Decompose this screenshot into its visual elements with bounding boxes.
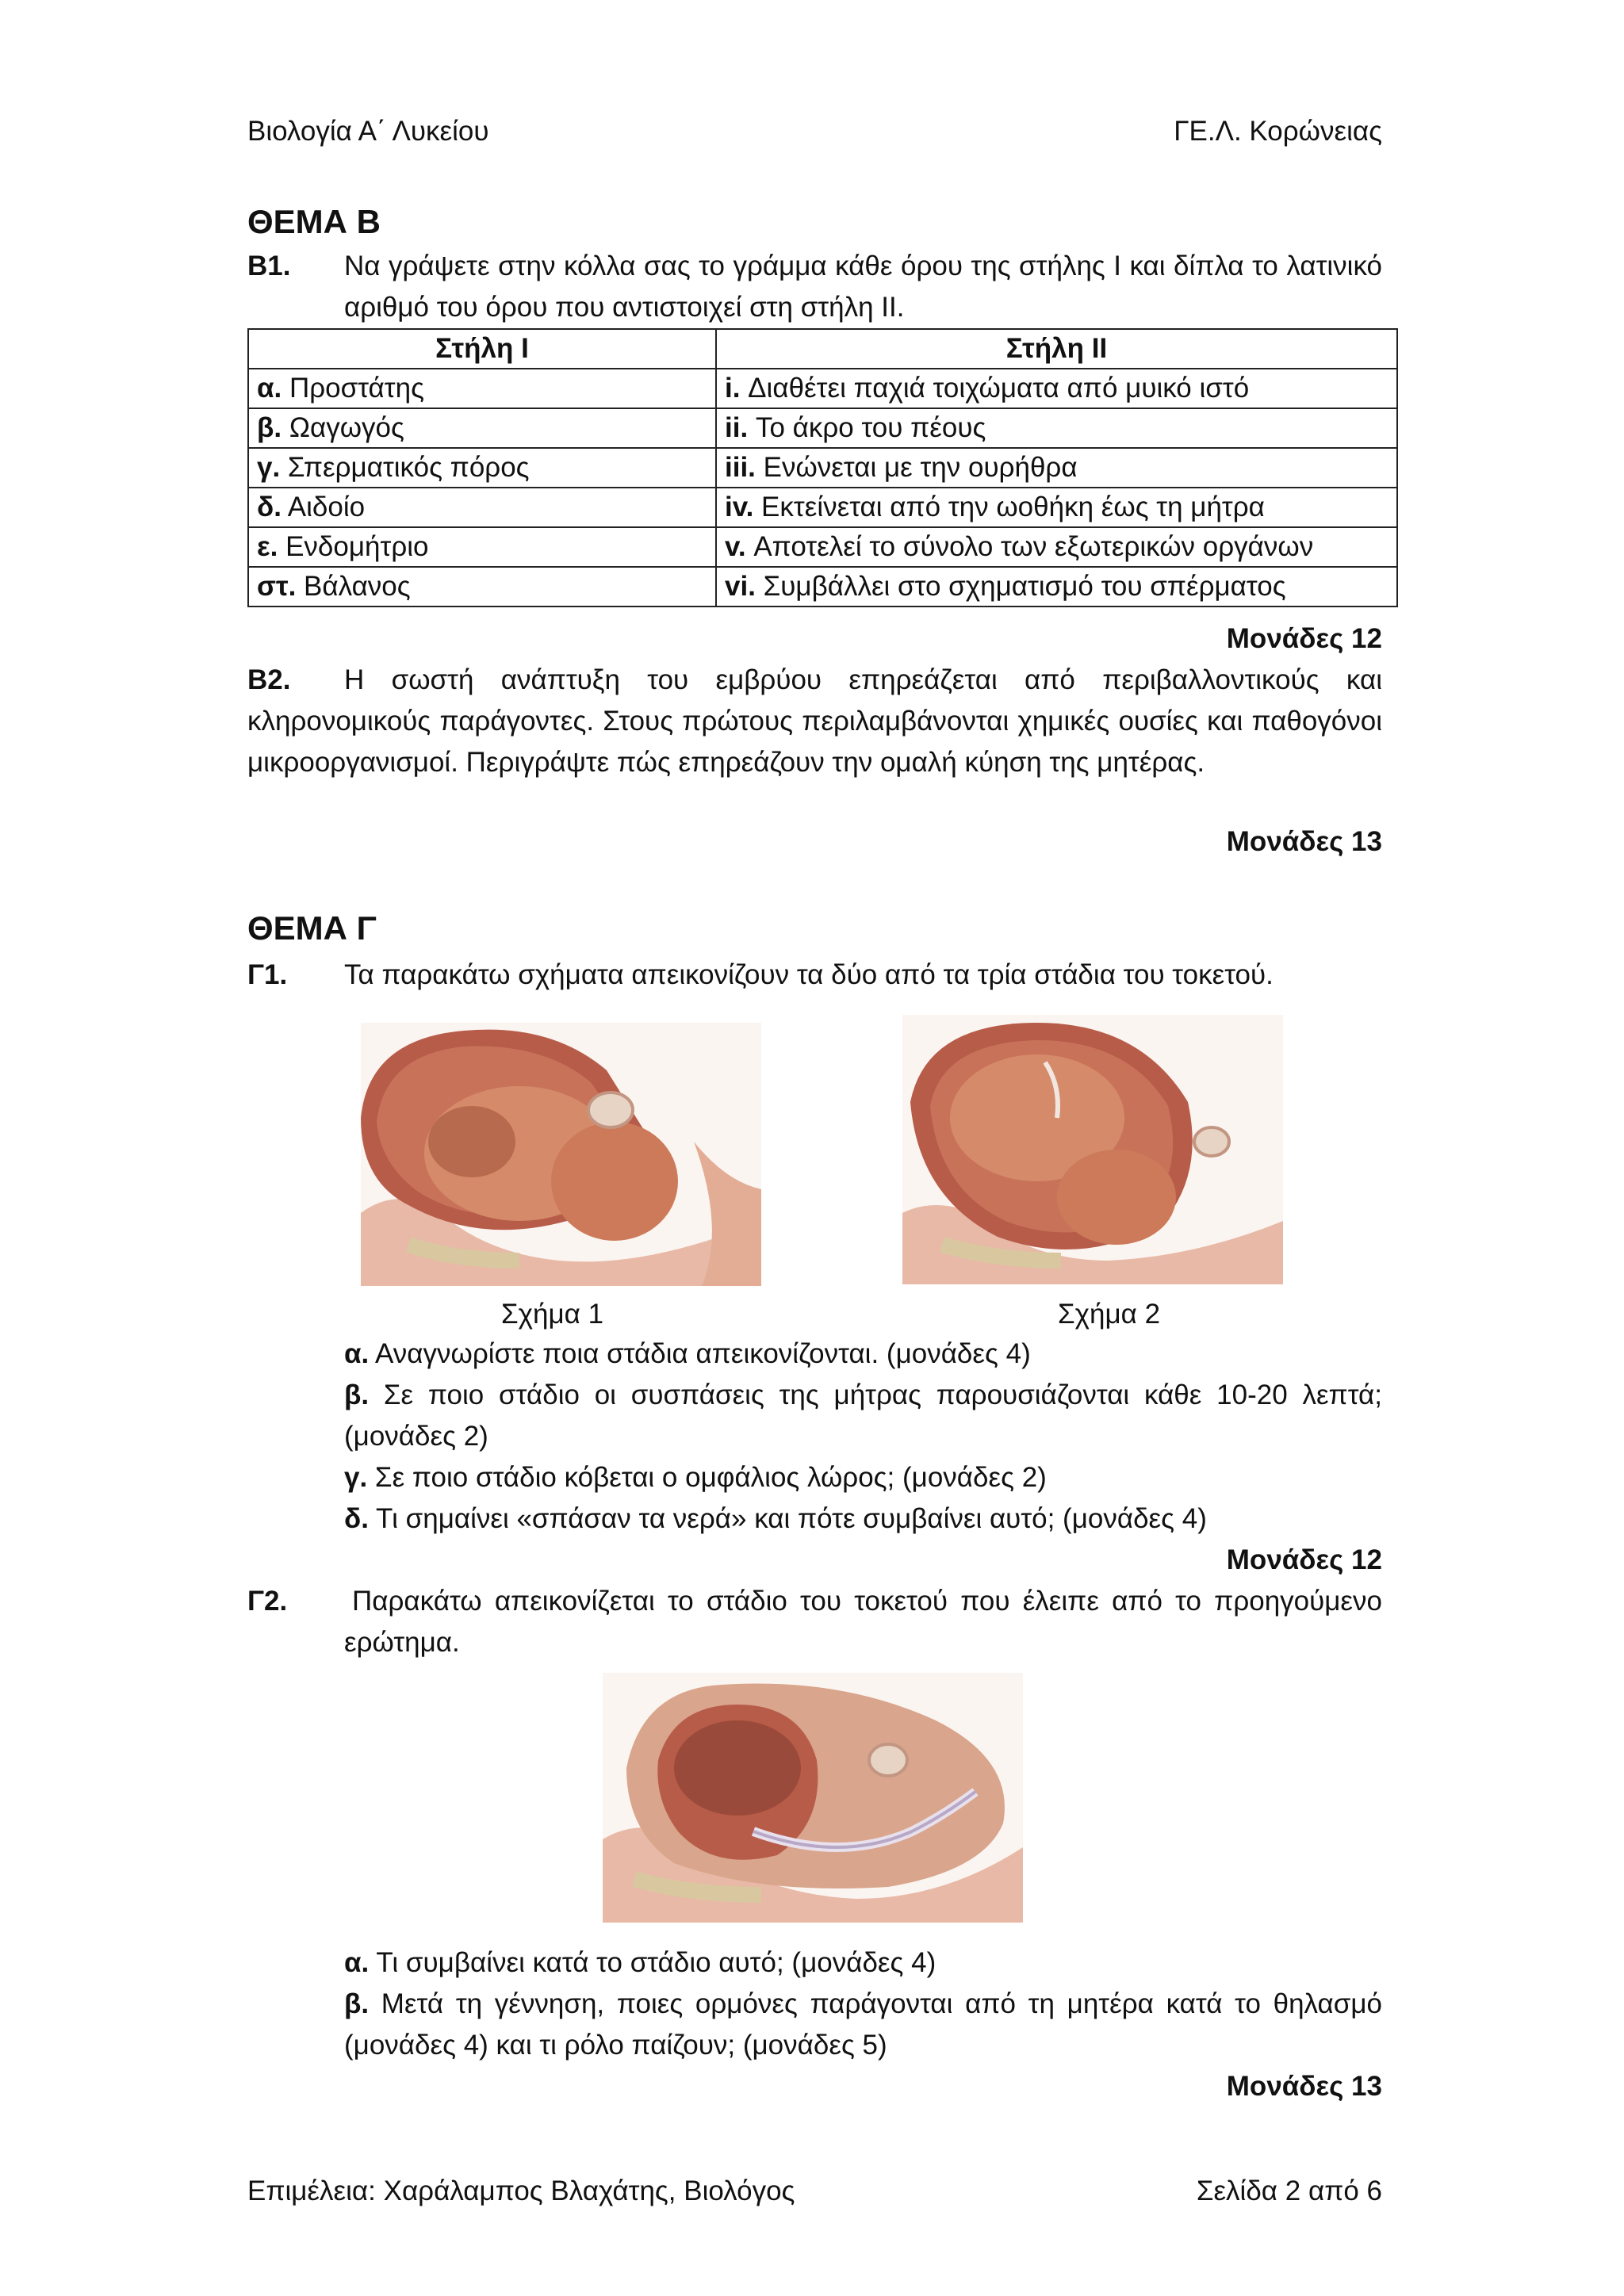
question-g1-text: Τα παρακάτω σχήματα απεικονίζουν τα δύο από τα τρία στάδια του τοκετού.	[344, 959, 1274, 990]
column-1-cell: β. Ωαγωγός	[248, 408, 716, 448]
question-b2-number: Β2.	[247, 664, 291, 695]
table-row	[248, 448, 1397, 488]
column-2-cell: vi. Συμβάλλει στο σχηματισμό του σπέρματος	[716, 567, 1397, 607]
b2-marks: Μονάδες 13	[1226, 826, 1382, 857]
column-2-header: Στήλη ΙΙ	[716, 329, 1397, 369]
question-g1-d: δ. Τι σημαίνει «σπάσαν τα νερά» και πότε συμβαίνει αυτό; (μονάδες 4)	[344, 1503, 1207, 1534]
column-2-cell: iv. Εκτείνεται από την ωοθήκη έως τη μήτρα	[716, 488, 1397, 527]
header-subject: Βιολογία Α΄ Λυκείου	[247, 116, 489, 147]
question-g2-b: β. Μετά τη γέννηση, ποιες ορμόνες παράγονται από τη μητέρα κατά το θηλασμό (μονάδες 4) και τι ρόλο παίζουν; (μονάδες 5)	[344, 1988, 1382, 2061]
table-row	[248, 408, 1397, 448]
question-g2-a: α. Τι συμβαίνει κατά το στάδιο αυτό; (μονάδες 4)	[344, 1947, 936, 1978]
question-b1-number: Β1.	[247, 251, 291, 281]
column-2-cell: i. Διαθέτει παχιά τοιχώματα από μυικό ιστό	[716, 369, 1397, 408]
footer-author: Επιμέλεια: Χαράλαμπος Βλαχάτης, Βιολόγος	[247, 2175, 795, 2206]
figure-2-caption: Σχήμα 2	[1058, 1299, 1161, 1330]
question-g2-number: Γ2.	[247, 1586, 288, 1617]
column-2-cell: ii. Το άκρο του πέους	[716, 408, 1397, 448]
column-1-header: Στήλη Ι	[248, 329, 716, 369]
column-2-cell: v. Αποτελεί το σύνολο των εξωτερικών οργάνων	[716, 527, 1397, 567]
column-1-cell: α. Προστάτης	[248, 369, 716, 408]
question-g1-a: α. Αναγνωρίστε ποια στάδια απεικονίζονται. (μονάδες 4)	[344, 1338, 1031, 1369]
table-header-row	[248, 329, 1397, 369]
header-school: ΓΕ.Λ. Κορώνειας	[1174, 116, 1382, 147]
column-2-cell: iii. Ενώνεται με την ουρήθρα	[716, 448, 1397, 488]
table-row	[248, 567, 1397, 607]
figure-1-caption: Σχήμα 1	[501, 1299, 604, 1330]
footer-page-number: Σελίδα 2 από 6	[1196, 2175, 1382, 2206]
figure-2-illustration	[902, 1015, 1283, 1284]
table-row	[248, 488, 1397, 527]
theme-b-title: ΘΕΜΑ Β	[247, 203, 381, 240]
column-1-cell: στ. Βάλανος	[248, 567, 716, 607]
g2-marks: Μονάδες 13	[1226, 2071, 1382, 2102]
column-1-cell: ε. Ενδομήτριο	[248, 527, 716, 567]
question-g1-b: β. Σε ποιο στάδιο οι συσπάσεις της μήτρας παρουσιάζονται κάθε 10-20 λεπτά; (μονάδες 2)	[344, 1380, 1382, 1452]
question-g1-number: Γ1.	[247, 959, 288, 990]
column-1-cell: δ. Αιδοίο	[248, 488, 716, 527]
figure-1-illustration	[361, 1023, 761, 1286]
g1-marks: Μονάδες 12	[1226, 1544, 1382, 1575]
question-g2-text: Παρακάτω απεικονίζεται το στάδιο του τοκετού που έλειπε από το προηγούμενο ερώτημα.	[344, 1586, 1382, 1658]
theme-g-title: ΘΕΜΑ Γ	[247, 909, 377, 947]
matching-table	[247, 328, 1398, 607]
question-b1-text: Να γράψετε στην κόλλα σας το γράμμα κάθε όρου της στήλης Ι και δίπλα το λατινικό αριθμό του όρου που αντιστοιχεί στη στήλη ΙΙ.	[344, 251, 1382, 323]
table-row	[248, 369, 1397, 408]
b1-marks: Μονάδες 12	[1226, 623, 1382, 654]
question-b2-text: Β2. Η σωστή ανάπτυξη του εμβρύου επηρεάζεται από περιβαλλοντικούς και κληρονομικούς παράγοντες. Στους πρώτους περιλαμβάνονται χημικές ουσίες και παθογόνοι μικροοργανισμοί. Περιγράψτε πώς επηρεάζουν την ομαλή κύηση της μητέρας.	[247, 660, 1382, 783]
table-row	[248, 527, 1397, 567]
question-g1-c: γ. Σε ποιο στάδιο κόβεται ο ομφάλιος λώρος; (μονάδες 2)	[344, 1462, 1047, 1493]
figure-3-illustration	[603, 1673, 1023, 1923]
column-1-cell: γ. Σπερματικός πόρος	[248, 448, 716, 488]
